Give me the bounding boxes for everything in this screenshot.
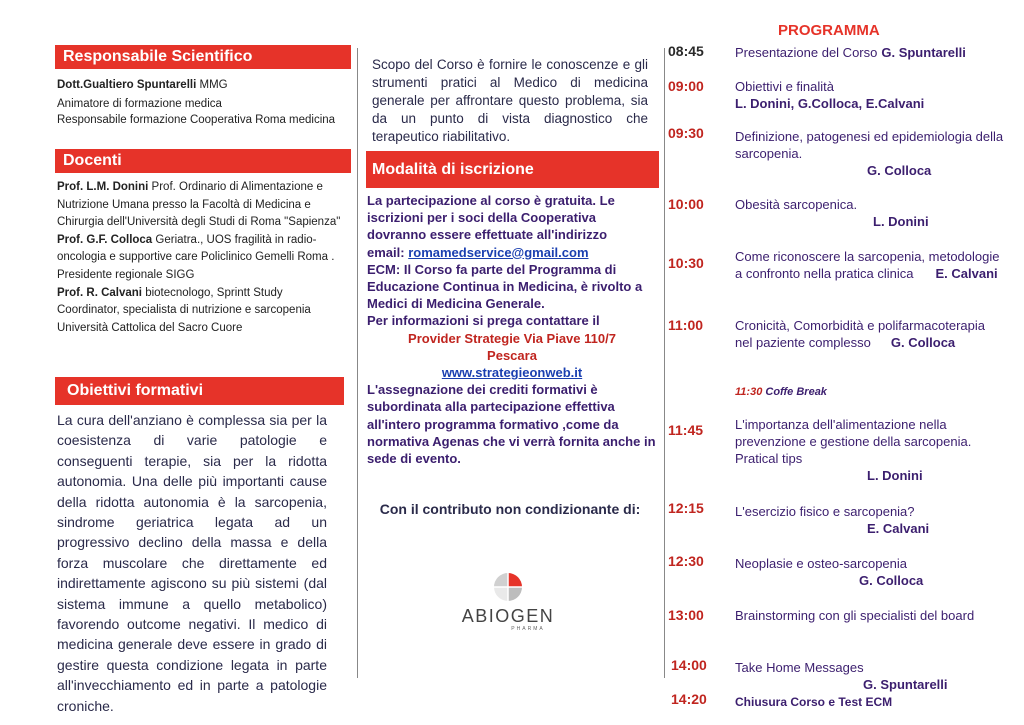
programma-topic: Obiettivi e finalità — [735, 79, 834, 94]
programma-speaker: G. Spuntarelli — [881, 45, 966, 60]
crediti-text: L'assegnazione dei crediti formativi è subordinata alla partecipazione effettiva all'intero programma formativo ,come da normativa Agenas che vi verrà fornita anche in sede di evento. — [367, 382, 656, 467]
programma-item — [735, 248, 1005, 282]
section-header-responsabile — [55, 45, 351, 69]
programma-time: 10:00 — [668, 196, 704, 212]
programma-item — [735, 44, 1005, 61]
section-header-docenti — [55, 149, 351, 173]
logo-subtitle: PHARMA — [511, 626, 545, 632]
docente-calvani — [57, 285, 347, 338]
docente-name: Prof. R. Calvani — [57, 286, 142, 299]
programma-topic: Cronicità, Comorbidità e polifarmacoterapia nel paziente complesso — [735, 318, 986, 350]
info-text: Per informazioni si prega contattare il — [367, 313, 600, 329]
programma-time: 08:45 — [668, 43, 704, 59]
docente-colloca — [57, 232, 347, 285]
responsabile-line2: Animatore di formazione medica — [57, 97, 222, 110]
programma-topic: Presentazione del Corso — [735, 45, 878, 60]
obiettivi-text: La cura dell'anziano è complessa sia per la coesistenza di varie patologie e conseguenti terapie, sia per la ridotta autonomia. Una delle più importanti cause della ridotta autonomia è la sarcopenia, sindrome geriatrica legata ad un progressivo declino della massa e della forza muscolare che direttamente ed indirettamente agiscono su più sistemi (dal sistema immune a quello metabolico) favorendo outcome negativi. Il medico di medicina generale deve essere in grado di gestire questa condizione legata in parte all'invecchiamento ed in parte a patologie croniche. — [57, 412, 327, 714]
responsabile-block — [57, 77, 347, 127]
responsabile-suffix: MMG — [196, 79, 228, 91]
programma-speaker: L. Donini, G.Colloca, E.Calvani — [735, 96, 925, 111]
programma-item — [735, 607, 1005, 624]
email-label: email: — [367, 244, 405, 260]
programma-title: PROGRAMMA — [778, 22, 880, 39]
iscrizione-text: La partecipazione al corso è gratuita. Le iscrizioni per i soci della Cooperativa dovranno essere effettuate all'indirizzo — [367, 193, 615, 243]
programma-time: 09:30 — [668, 125, 704, 141]
programma-topic: Brainstorming con gli specialisti del board — [735, 608, 975, 623]
programma-time: 11:45 — [668, 422, 704, 438]
email-link[interactable]: romamedservice@gmail.com — [408, 244, 589, 260]
website-link[interactable]: www.strategieonweb.it — [441, 365, 583, 381]
provider-line2: Pescara — [487, 347, 537, 363]
programma-item — [735, 196, 1005, 230]
scopo-text: Scopo del Corso è fornire le conoscenze e gli strumenti pratici al Medico di medicina generale per affrontare questo problema, sia da un punto di vista diagnostico che terapeutico riabilitativo. — [372, 57, 648, 144]
programma-item — [735, 416, 1005, 484]
column-divider-right — [664, 48, 665, 678]
docente-desc: Prof. Ordinario di Alimentazione e Nutrizione Umana presso la Facoltà di Medicina e Chirurgia dell'Università degli Studi di Roma "Sapienza" — [57, 181, 341, 229]
docente-desc: Geriatra., UOS fragilità in radio-oncologia e supportive care Policlinico Gemelli Roma . Presidente regionale SIGG — [57, 233, 335, 281]
programma-speaker: E. Calvani — [935, 266, 998, 281]
responsabile-title: Responsabile Scientifico — [63, 48, 253, 65]
coffee-break-label: Coffe Break — [762, 386, 827, 398]
docente-name: Prof. L.M. Donini — [57, 181, 149, 193]
programma-item — [735, 503, 1005, 537]
programma-topic: Neoplasie e osteo-sarcopenia — [735, 556, 907, 571]
section-header-obiettivi — [55, 377, 344, 405]
docente-donini — [57, 179, 347, 232]
docenti-title: Docenti — [63, 152, 122, 169]
programma-topic: Definizione, patogenesi ed epidemiologia della sarcopenia. — [735, 129, 1004, 161]
programma-item — [735, 317, 1005, 351]
responsabile-line3: Responsabile formazione Cooperativa Roma medicina — [57, 114, 336, 126]
iscrizione-block — [367, 192, 657, 467]
section-header-modalita — [366, 151, 659, 188]
modalita-title: Modalità di iscrizione — [372, 160, 534, 178]
contributo-text: Con il contributo non condizionante di: — [379, 501, 641, 517]
programma-time: 10:30 — [668, 255, 704, 271]
email-line — [367, 244, 657, 261]
ecm-text: ECM: Il Corso fa parte del Programma di Educazione Continua in Medicina, è rivolto a Medici di Medicina Generale. — [367, 261, 643, 312]
programma-speaker: G. Colloca — [859, 573, 924, 588]
obiettivi-title: Obiettivi formativi — [67, 382, 204, 399]
programma-time: 12:30 — [668, 553, 704, 569]
programma-item — [735, 128, 1005, 179]
programma-time: 14:00 — [671, 657, 707, 673]
programma-item — [735, 78, 1005, 112]
programma-topic: Obesità sarcopenica. — [735, 197, 858, 212]
programma-topic: Take Home Messages — [735, 660, 864, 675]
programma-item — [735, 555, 1005, 589]
programma-topic: Come riconoscere la sarcopenia, metodologie a confronto nella pratica clinica — [735, 249, 1000, 281]
abiogen-logo — [450, 572, 570, 632]
abiogen-logo-mark-icon — [493, 572, 523, 602]
programma-time: 11:00 — [668, 317, 704, 333]
programma-item — [735, 659, 1005, 693]
programma-topic: L'esercizio fisico e sarcopenia? — [735, 504, 915, 519]
docente-name: Prof. G.F. Colloca — [57, 233, 153, 246]
programma-time: 13:00 — [668, 607, 704, 623]
programma-speaker: G. Colloca — [867, 163, 932, 178]
programma-speaker: L. Donini — [867, 468, 923, 483]
programma-topic: L'importanza dell'alimentazione nella prevenzione e gestione della sarcopenia. Pratical tips — [735, 417, 972, 466]
programma-speaker: G. Spuntarelli — [863, 677, 948, 692]
programma-speaker: E. Calvani — [867, 521, 930, 536]
programma-item — [735, 694, 1005, 711]
docente-desc: biotecnologo, Sprintt Study Coordinator, specialista di nutrizione e sarcopenia Università Cattolica del Sacro Cuore — [57, 286, 311, 334]
programma-time: 12:15 — [668, 500, 704, 516]
logo-wordmark: ABIOGEN — [461, 606, 555, 626]
programma-item — [735, 384, 1005, 401]
programma-speaker: G. Colloca — [890, 335, 956, 350]
programma-time: 09:00 — [668, 78, 704, 94]
docenti-block — [57, 179, 347, 337]
coffee-break-time: 11:30 — [735, 386, 763, 398]
provider-line1: Provider Strategie Via Piave 110/7 — [408, 330, 616, 346]
responsabile-name: Dott.Gualtiero Spuntarelli — [57, 79, 197, 91]
programma-time: 14:20 — [671, 691, 707, 707]
programma-speaker: L. Donini — [873, 214, 929, 229]
column-divider-left — [357, 48, 358, 678]
programma-topic: Chiusura Corso e Test ECM — [735, 695, 893, 709]
